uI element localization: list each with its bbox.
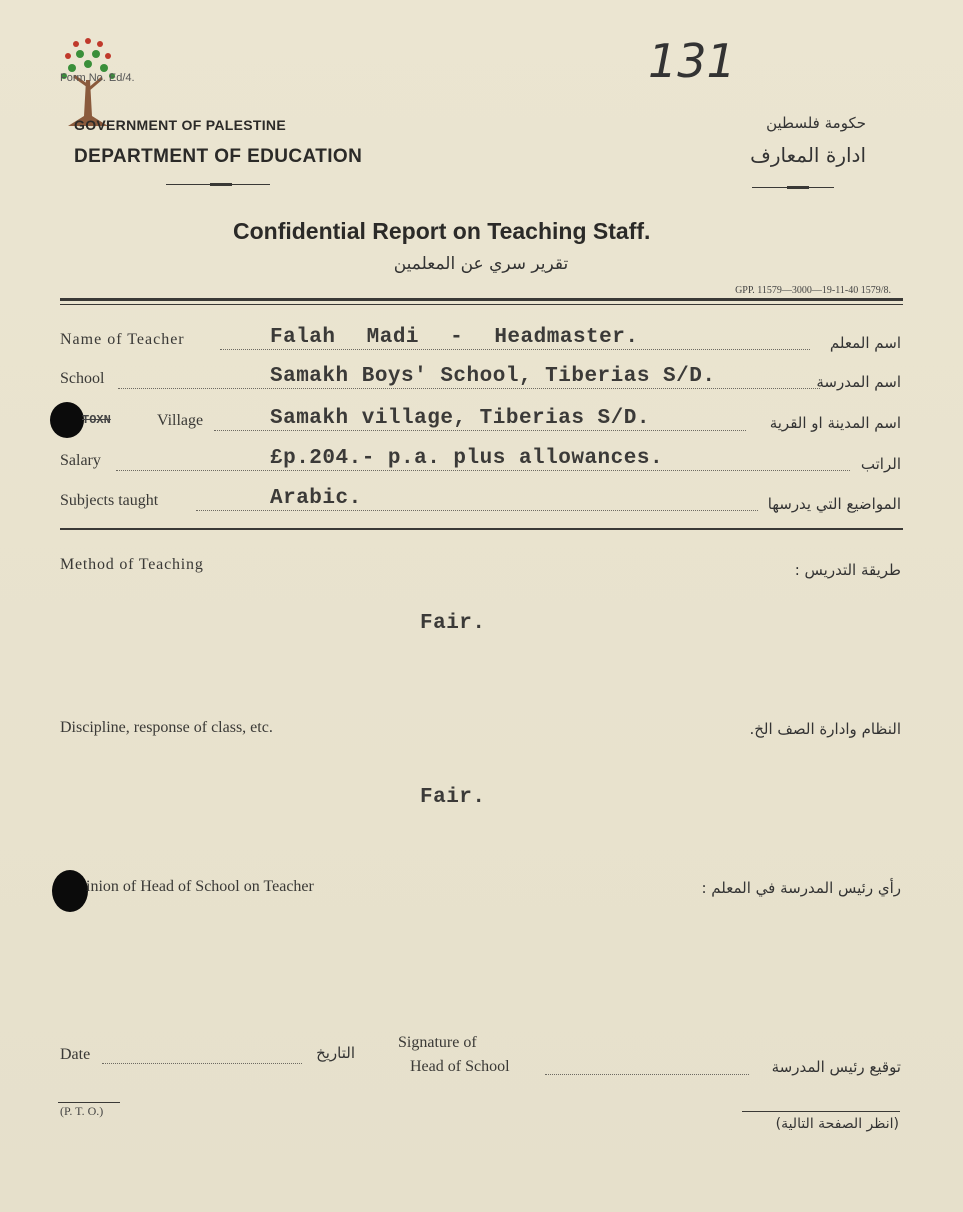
field-label-arabic: اسم المدينة او القرية: [769, 414, 901, 432]
top-rule-thick: [60, 298, 903, 301]
field-label-arabic: المواضيع التي يدرسها: [767, 495, 901, 513]
field-label: Name of Teacher: [60, 331, 185, 348]
field-label: Salary: [60, 452, 101, 469]
discipline-label: Discipline, response of class, etc.: [60, 719, 273, 736]
signature-dotted-line: [545, 1074, 749, 1075]
opinion-label-arabic: رأي رئيس المدرسة في المعلم :: [701, 879, 901, 897]
field-label: Subjects taught: [60, 492, 159, 509]
method-label-arabic: طريقة التدريس :: [794, 561, 901, 579]
dotted-line: [118, 388, 820, 389]
pto-label: (P. T. O.): [60, 1104, 104, 1118]
signature-label-line1: Signature of: [398, 1034, 477, 1051]
pto-arabic-rule: [742, 1111, 900, 1112]
field-value: Falah Madi - Headmaster.: [270, 326, 639, 349]
top-rule-thin: [60, 304, 903, 305]
method-value: Fair.: [420, 612, 486, 635]
report-title: Confidential Report on Teaching Staff.: [233, 218, 651, 244]
government-title-arabic: حكومة فلسطين: [766, 114, 866, 132]
field-value: Samakh Boys' School, Tiberias S/D.: [270, 365, 716, 388]
signature-label-line2: Head of School: [410, 1058, 510, 1075]
dotted-line: [196, 510, 758, 511]
ink-blot: [50, 402, 84, 438]
discipline-value: Fair.: [420, 786, 486, 809]
header-divider-left-thick: [210, 183, 232, 186]
field-label-arabic: اسم المدرسة: [816, 373, 901, 391]
opinion-label: inion of Head of School on Teacher: [86, 878, 314, 895]
date-label-arabic: التاريخ: [316, 1044, 355, 1062]
department-title-arabic: ادارة المعارف: [750, 143, 866, 167]
print-code: GPP. 11579—3000—19-11-40 1579/8.: [735, 285, 891, 296]
field-label: School: [60, 370, 105, 387]
pto-label-arabic: (انظر الصفحة التالية): [775, 1116, 899, 1132]
form-number: Form No. Ed/4.: [60, 72, 135, 84]
ink-blot: [52, 870, 88, 912]
fields-bottom-rule: [60, 528, 903, 530]
dotted-line: [220, 349, 810, 350]
field-label-arabic: الراتب: [860, 455, 901, 473]
pto-rule: [58, 1102, 120, 1103]
date-dotted-line: [102, 1063, 302, 1064]
struck-prefix: TOXN: [82, 413, 111, 427]
field-label-arabic: اسم المعلم: [829, 334, 901, 352]
header-divider-right-thick: [787, 186, 809, 189]
method-label: Method of Teaching: [60, 556, 204, 573]
report-title-arabic: تقرير سري عن المعلمين: [393, 254, 569, 274]
discipline-label-arabic: النظام وادارة الصف الخ.: [749, 720, 901, 738]
dotted-line: [214, 430, 746, 431]
field-value: Arabic.: [270, 487, 362, 510]
date-label: Date: [60, 1046, 91, 1063]
signature-label-arabic: توقيع رئيس المدرسة: [771, 1058, 901, 1076]
department-title: DEPARTMENT OF EDUCATION: [74, 146, 363, 167]
field-label: Village: [157, 412, 204, 429]
handwritten-number: 131: [648, 34, 736, 88]
government-title: GOVERNMENT OF PALESTINE: [74, 117, 286, 133]
field-value: £p.204.- p.a. plus allowances.: [270, 447, 664, 470]
field-value: Samakh village, Tiberias S/D.: [270, 407, 650, 430]
dotted-line: [116, 470, 850, 471]
